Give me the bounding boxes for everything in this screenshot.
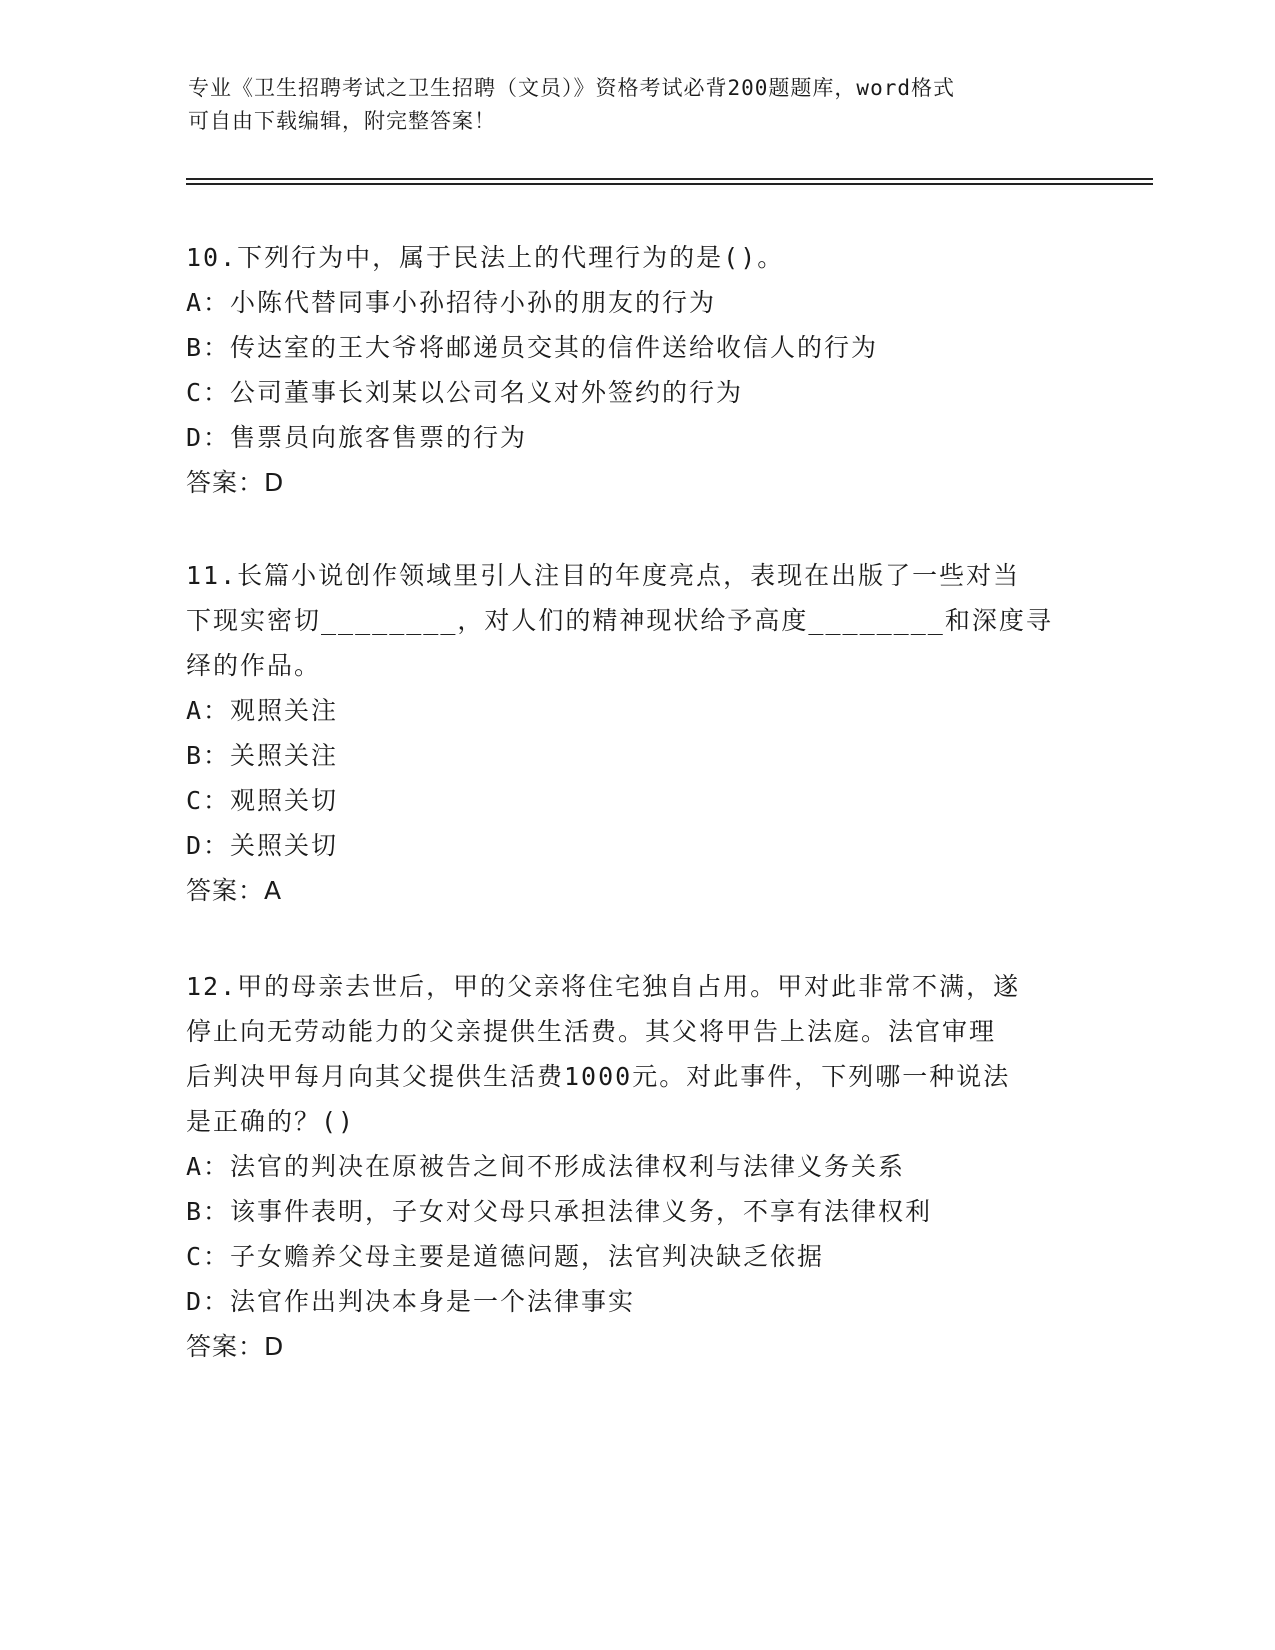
option-c: C：公司董事长刘某以公司名义对外签约的行为 <box>186 378 744 407</box>
question-stem-line: 12.甲的母亲去世后，甲的父亲将住宅独自占用。甲对此非常不满，遂 <box>186 972 1021 1001</box>
answer-line: 答案：A <box>186 876 283 905</box>
option-a: A：观照关注 <box>186 696 339 725</box>
header-line-1: 专业《卫生招聘考试之卫生招聘（文员）》资格考试必背200题题库，word格式 <box>188 76 955 100</box>
option-b: B：传达室的王大爷将邮递员交其的信件送给收信人的行为 <box>186 333 879 362</box>
header-line-2: 可自由下载编辑，附完整答案！ <box>188 109 496 133</box>
option-c: C：观照关切 <box>186 786 339 815</box>
question-12 <box>186 964 1086 1369</box>
question-stem-line: 下现实密切________，对人们的精神现状给予高度________和深度寻 <box>186 606 1053 635</box>
option-a: A：法官的判决在原被告之间不形成法律权利与法律义务关系 <box>186 1152 906 1181</box>
header-divider-top <box>186 178 1153 180</box>
option-d: D：关照关切 <box>186 831 339 860</box>
question-10 <box>186 235 1086 505</box>
option-c: C：子女赡养父母主要是道德问题，法官判决缺乏依据 <box>186 1242 825 1271</box>
question-stem-line: 后判决甲每月向其父提供生活费1000元。对此事件，下列哪一种说法 <box>186 1062 1011 1091</box>
option-b: B：关照关注 <box>186 741 339 770</box>
document-header <box>188 72 1068 138</box>
option-b: B：该事件表明，子女对父母只承担法律义务，不享有法律权利 <box>186 1197 933 1226</box>
question-stem-line: 是正确的？() <box>186 1107 356 1136</box>
answer-line: 答案：D <box>186 468 285 497</box>
option-d: D：售票员向旅客售票的行为 <box>186 423 528 452</box>
question-stem-line: 10.下列行为中，属于民法上的代理行为的是()。 <box>186 243 785 272</box>
question-11 <box>186 553 1086 913</box>
header-divider-bottom <box>186 183 1153 185</box>
option-d: D：法官作出判决本身是一个法律事实 <box>186 1287 636 1316</box>
option-a: A：小陈代替同事小孙招待小孙的朋友的行为 <box>186 288 717 317</box>
answer-line: 答案：D <box>186 1332 285 1361</box>
question-stem-line: 绎的作品。 <box>186 651 322 680</box>
question-stem-line: 停止向无劳动能力的父亲提供生活费。其父将甲告上法庭。法官审理 <box>186 1017 997 1046</box>
question-stem-line: 11.长篇小说创作领域里引人注目的年度亮点，表现在出版了一些对当 <box>186 561 1021 590</box>
